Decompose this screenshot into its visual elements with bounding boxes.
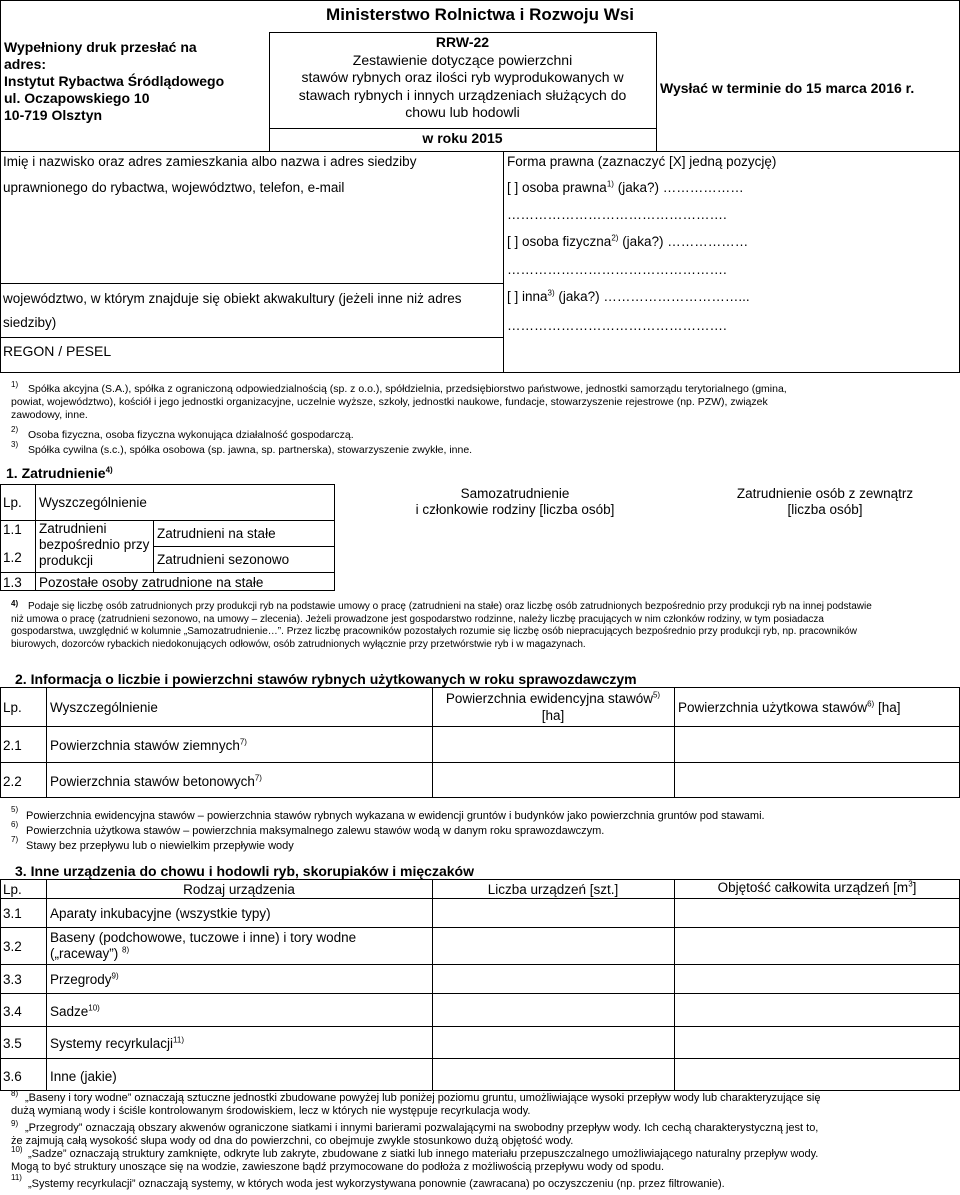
legal-form-dots: …………………………………………. [507,262,727,277]
footnote-text: „Baseny i tory wodne” oznaczają sztuczne jednostki zbudowane powyżej lub poniżej poziomu gruntu, umożliwiające wysoki przepływ wody lub charakteryzujące się dużą wymianą wody i ściśle kontrolowanym środowiskiem, lecz w których nie występuje recyrkulacja wody. [11,1092,821,1117]
employment-row-label: Zatrudnieni na stałe [157,526,276,541]
devices-row-lp: 3.3 [3,972,22,987]
voivodeship-label-2: siedziby) [3,315,57,330]
employment-row-label: Zatrudnieni sezonowo [157,552,290,567]
ponds-row-label: Powierzchnia stawów ziemnych$^{7)}$ [50,737,247,753]
employment-col-lp: Lp. [3,495,22,510]
applicant-name-label: Imię i nazwisko oraz adres zamieszkania albo nazwa i adres siedziby [3,154,417,169]
devices-row-label: Baseny (podchowowe, tuczowe i inne) i tory wodne („raceway”) $^{8)}$ [50,930,357,961]
form-title-line: Zestawienie dotyczące powierzchni [352,51,573,68]
section-2-title: 2. Informacja o liczbie i powierzchni stawów rybnych użytkowanych w roku sprawozdawczym [15,671,637,687]
send-to-line: Instytut Rybactwa Śródlądowego [4,73,225,89]
form-title-line: stawów rybnych oraz ilości ryb wyprodukowanych w [301,69,624,85]
employment-col-desc: Wyszczególnienie [39,495,147,510]
report-year: w roku 2015 [422,130,503,146]
footnote-number: 5) [11,805,19,814]
employment-col-external: Zatrudnienie osób z zewnątrz [liczba osób] [736,486,914,517]
send-to-line: adres: [4,56,47,72]
regon-field[interactable] [130,339,500,371]
footnote-text: „Systemy recyrkulacji” oznaczają systemy, w których woda jest wykorzystywana ponownie (zawracana) po oczyszczeniu (np. przez filtrowanie). [28,1178,725,1190]
legal-form-dots: …………………………………………. [507,207,727,222]
footnote-text: Spółka cywilna (s.c.), spółka osobowa (sp. jawna, sp. partnerska), stowarzyszenie zwykłe, inne. [28,444,473,456]
devices-col-count: Liczba urządzeń [szt.] [487,882,619,897]
legal-form-option-legal-person[interactable]: [ ] osoba prawna$^{1)}$ (jaka?) ……………… [507,179,744,195]
devices-col-lp: Lp. [3,882,22,897]
footnote-number: 7) [11,835,19,844]
footnote-number: 8) [11,1089,19,1098]
ponds-col-usable-area: Powierzchnia użytkowa stawów$^{6)}$ [ha] [678,699,901,715]
devices-col-volume: Objętość całkowita urządzeń $[m^3]$ [717,879,917,895]
footnote-number: 9) [11,1119,19,1128]
legal-form-dots: …………………………………………. [507,318,727,333]
send-to-line: ul. Oczapowskiego 10 [4,90,150,106]
employment-row-lp: 1.2 [3,550,22,565]
send-to-address [4,39,224,124]
footnote-text: Powierzchnia ewidencyjna stawów – powierzchnia stawów rybnych wykazana w ewidencji gruntów i budynków jako powierzchnia gruntów pod stawami. [26,810,765,822]
applicant-name-field[interactable] [2,200,501,282]
footnote-number: 6) [11,820,19,829]
regon-label: REGON / PESEL [3,343,112,359]
ponds-col-registered-area: Powierzchnia ewidencyjna stawów$^{5)}$ [ha] [445,690,661,723]
ponds-row-label: Powierzchnia stawów betonowych$^{7)}$ [50,773,262,789]
footnote-number: 10) [11,1145,23,1154]
devices-row-lp: 3.1 [3,906,22,921]
legal-form-option-other[interactable]: [ ] inna$^{3)}$ (jaka?) …………………………... [507,288,750,304]
legal-form-option-natural-person[interactable]: [ ] osoba fizyczna$^{2)}$ (jaka?) ……………… [507,233,749,249]
ministry-title: Ministerstwo Rolnictwa i Rozwoju Wsi [326,5,634,24]
footnote-text: Powierzchnia użytkowa stawów – powierzchnia maksymalnego zalewu stawów wodą w danym roku sprawozdawczym. [26,825,605,837]
devices-row-label: Sadze$^{10)}$ [50,1003,100,1019]
send-to-line: 10-719 Olsztyn [4,107,103,123]
employment-col-self: Samozatrudnienie i członkowie rodziny [liczba osób] [415,486,615,517]
voivodeship-label: województwo, w którym znajduje się obiekt akwakultury (jeżeli inne niż adres [3,291,462,306]
devices-row-label: Aparaty inkubacyjne (wszystkie typy) [50,906,271,921]
employment-row-lp: 1.1 [3,522,22,537]
devices-row-lp: 3.6 [3,1069,22,1084]
devices-row-lp: 3.2 [3,939,22,954]
footnote-text: „Sadze” oznaczają struktury zamknięte, odkryte lub zakryte, zbudowane z siatki lub innego materiału przepuszczalnego umożliwiającego naturalny przepływ wody. Mogą to być struktury unoszące się na wodzie, zawieszone bądź przymocowane do podłoża z możliwością przepływu wody od spodu. [11,1148,819,1173]
footnote-text: Stawy bez przepływu lub o niewielkim przepływie wody [26,840,294,852]
section-1-title: 1. Zatrudnienie$^{4)}$ [6,465,113,481]
footnote-text: Spółka akcyjna (S.A.), spółka z ograniczoną odpowiedzialnością (sp. z o.o.), spółdzielnia, przedsiębiorstwo państwowe, jednostki samorządu terytorialnego (gmina, [28,383,787,395]
form-title-block [269,34,656,122]
footnote-number: 11) [11,1173,22,1182]
footnote-text: Osoba fizyczna, osoba fizyczna wykonująca działalność gospodarczą. [28,429,354,441]
form-title-line: chowu lub hodowli [405,104,520,120]
ponds-col-lp: Lp. [3,700,22,715]
employment-row-lp: 1.3 [3,575,22,590]
devices-row-label: Przegrody$^{9)}$ [50,971,119,987]
form-title-line: stawach rybnych i innych urządzeniach służących do [298,86,627,103]
employment-row-label: Pozostałe osoby zatrudnione na stałe [39,575,264,590]
form-code: RRW-22 [435,34,490,50]
employment-group-label: Zatrudnieni bezpośrednio przy produkcji [39,521,150,568]
ponds-row-lp: 2.1 [3,738,22,753]
footnote-text: „Przegrody” oznaczają obszary akwenów ograniczone siatkami i innymi barierami pozwalającymi na swobodny przepływ wody. Ich cechą charakterystyczną jest to, że zajmują całą wysokość słupa wody od dna do powierzchni, co obejmuje zwykle stosunkowo dużą objętość wody. [11,1122,819,1147]
devices-row-lp: 3.5 [3,1036,22,1051]
send-to-line: Wypełniony druk przesłać na [4,39,197,55]
legal-form-label: Forma prawna (zaznaczyć [X] jedną pozycję) [507,154,777,169]
footnote-number: 4) [11,599,19,608]
applicant-name-label-2: uprawnionego do rybactwa, województwo, telefon, e-mail [3,180,345,195]
section-3-title: 3. Inne urządzenia do chowu i hodowli ryb, skorupiaków i mięczaków [15,863,474,879]
footnote-number: 2) [11,425,19,434]
footnote-text: powiat, województwo), kościół i jego jednostki organizacyjne, uczelnie wyższe, szkoły, jednostki naukowe, fundacje, stowarzyszenie rejestrowe (np. PZW), związek zawodowy, inne. [11,396,768,421]
footnote-text: Podaje się liczbę osób zatrudnionych przy produkcji ryb na podstawie umowy o pracę (zatrudnieni na stałe) oraz liczbę osób zatrudnionych bezpośrednio przy produkcji ryb na innej podstawie niż umowa o pracę (zatrudnieni sezonowo, na umowy – zlecenia). Jeżeli prowadzone jest gospodarstwo rodzinne, należy liczbę pracujących w nim członków rodziny, w tym posiadacza gospodarstwa, uwzględnić w kolumnie „Samozatrudnienie…”. Przez liczbę pracowników pozostałych rozumie się liczbę osób niepracujących bezpośrednio przy produkcji ryb, np. pracowników biurowych, dozorców rybackich niedokonujących odłowów, osób zatrudnionych wyłącznie przy przetwórstwie ryb i w magazynach. [11,601,872,650]
footnote-number: 1) [11,380,19,389]
devices-row-label: Inne (jakie) [50,1069,117,1084]
devices-col-type: Rodzaj urządzenia [183,882,295,897]
ponds-col-desc: Wyszczególnienie [50,700,158,715]
deadline-notice: Wysłać w terminie do 15 marca 2016 r. [660,80,915,96]
ponds-row-lp: 2.2 [3,774,22,789]
footnote-number: 3) [11,440,19,449]
devices-row-label: Systemy recyrkulacji$^{11)}$ [50,1035,184,1051]
devices-row-lp: 3.4 [3,1004,22,1019]
